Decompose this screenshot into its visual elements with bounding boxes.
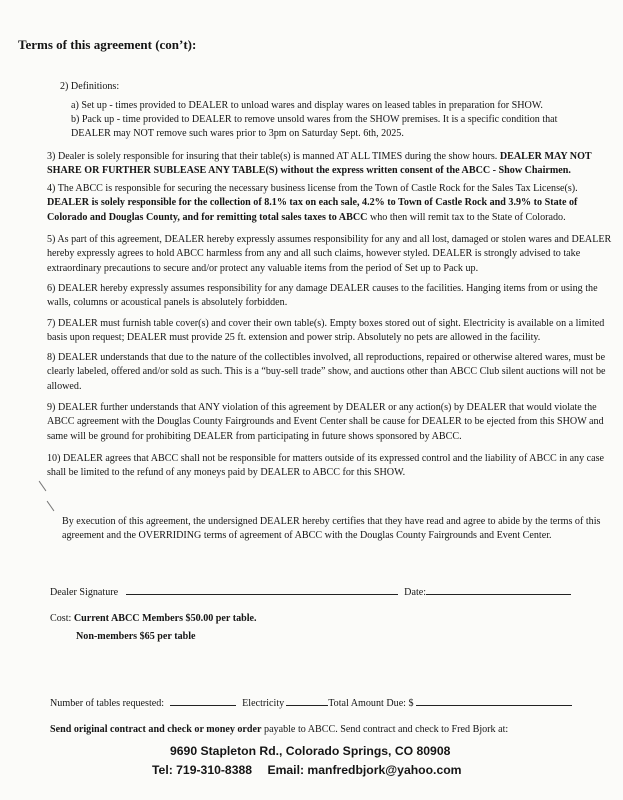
term-text: DEALER must furnish table cover(s) and cover their own table(s). Empty boxes stored out of sight. Electricity is available on a limited basis upon request; DEALER must provide 25 ft. extension and power strip. Absolutely no pets are allowed in the facility. xyxy=(47,318,605,344)
signature-label: Dealer Signature xyxy=(50,587,119,598)
order-row xyxy=(50,696,610,711)
term-item-7 xyxy=(47,317,612,346)
term-text-tail: who then will remit tax to the State of Colorado. xyxy=(369,211,566,223)
definition-packup-line2: DEALER may NOT remove such wares prior to 3pm on Saturday Sept. 6th, 2025. xyxy=(71,128,404,139)
term-text: As part of this agreement, DEALER hereby expressly assumes responsibility for any and all lost, damaged or stolen wares and DEALER hereby expressly agrees to hold ABCC harmless from any and all such claims, however styled. DEALER is strongly advised to take extraordinary precautions to secure and/or protect any valuable items from the period of Set up to Pack up. xyxy=(47,234,612,274)
nonmember-price xyxy=(76,630,196,644)
page-title: Terms of this agreement (con’t): xyxy=(18,37,197,52)
total-label: Total Amount Due: $ xyxy=(328,698,414,709)
tables-label: Number of tables requested: xyxy=(50,698,165,709)
term-item-5 xyxy=(47,233,612,276)
term-number: 9) xyxy=(47,402,56,413)
certification-paragraph: By execution of this agreement, the undersigned DEALER hereby certifies that they have read and agree to abide by the terms of this agreement and the OVERRIDING terms of agreement of ABCC with the Douglas County Fairgrounds and Event Center. xyxy=(62,516,601,542)
term-text: DEALER understands that due to the nature of the collectibles involved, all reproductions, repaired or otherwise altered wares, must be clearly labeled, offered and/or sold as such. This is a “buy-sell trade” show, and auctions other than ABCC Club silent auctions will not be allowed. xyxy=(47,352,606,392)
term-number: 5) xyxy=(47,234,56,245)
term-number: 3) xyxy=(47,151,56,162)
term-number: 4) xyxy=(47,183,56,194)
signature-field[interactable] xyxy=(126,585,398,595)
term-text: DEALER further understands that ANY violation of this agreement by DEALER or any action(s) by DEALER that would violate the ABCC agreement with the Douglas County Fairgrounds and Event Center shall be cause for DEALER to be ejected from this SHOW and same will be ground for prohibiting DEALER from participating in future shows sponsored by ABCC. xyxy=(47,402,604,442)
cost-row xyxy=(50,612,257,626)
term-number: 10) xyxy=(47,453,61,464)
scan-mark xyxy=(47,501,55,511)
term-bold-text: DEALER is solely responsible for the collection of 8.1% tax on each sale, 4.2% to Town of Castle Rock and 3.9% to State of Colorado and Douglas County, and for remitting total sales taxes to ABCC xyxy=(47,197,578,223)
total-field[interactable] xyxy=(416,696,572,706)
term-item-6 xyxy=(47,282,612,311)
term-text: Dealer is solely responsible for insuring that their table(s) is manned AT ALL TIMES during the show hours. xyxy=(57,151,498,162)
term-item-9 xyxy=(47,401,612,444)
send-bold: Send original contract and check or money order xyxy=(50,724,262,735)
definition-setup: a) Set up - times provided to DEALER to unload wares and display wares on leased tables in preparation for SHOW. xyxy=(71,100,543,111)
term-item-10 xyxy=(47,452,612,481)
term-item-8 xyxy=(47,351,612,394)
scan-mark xyxy=(39,481,47,491)
electricity-label: Electricity xyxy=(242,698,285,709)
mailing-address: 9690 Stapleton Rd., Colorado Springs, CO 80908 xyxy=(170,744,451,758)
term-item-4 xyxy=(47,182,612,225)
definitions-heading: 2) Definitions: xyxy=(60,81,120,92)
contact-row xyxy=(152,763,462,777)
electricity-field[interactable] xyxy=(286,696,328,706)
email: Email: manfredbjork@yahoo.com xyxy=(267,763,462,777)
term-bold-text: DEALER MAY NOT SHARE OR FURTHER SUBLEASE ANY TABLE(S) without the express written consent of the ABCC - Show Chairmen. xyxy=(47,151,592,177)
term-item-3 xyxy=(47,150,607,179)
date-field[interactable] xyxy=(426,585,571,595)
term-text: DEALER agrees that ABCC shall not be responsible for matters outside of its expressed control and the liability of ABCC in any case shall be limited to the refund of any moneys paid by DEALER to ABCC for this SHOW. xyxy=(47,453,605,479)
definition-packup-line1: b) Pack up - time provided to DEALER to remove unsold wares from the SHOW premises. It is a specific condition that xyxy=(71,114,558,125)
term-number: 8) xyxy=(47,352,56,363)
term-text: DEALER hereby expressly assumes responsibility for any damage DEALER causes to the facilities. Hanging items from or using the walls, columns or acoustical panels is absolutely forbidden. xyxy=(47,283,598,309)
phone: Tel: 719-310-8388 xyxy=(152,763,253,777)
cost-label: Cost: xyxy=(50,613,72,624)
tables-field[interactable] xyxy=(170,696,236,706)
send-rest: payable to ABCC. Send contract and check to Fred Bjork at: xyxy=(264,724,509,735)
member-price: Current ABCC Members $50.00 per table. xyxy=(73,613,257,624)
date-label: Date: xyxy=(404,587,427,598)
term-number: 7) xyxy=(47,318,56,329)
term-number: 6) xyxy=(47,283,56,294)
nonmember-price-text: Non-members $65 per table xyxy=(76,631,196,642)
term-text: The ABCC is responsible for securing the necessary business license from the Town of Castle Rock for the Sales Tax License(s). xyxy=(57,183,578,194)
signature-row xyxy=(50,585,610,600)
send-instructions xyxy=(50,723,508,737)
